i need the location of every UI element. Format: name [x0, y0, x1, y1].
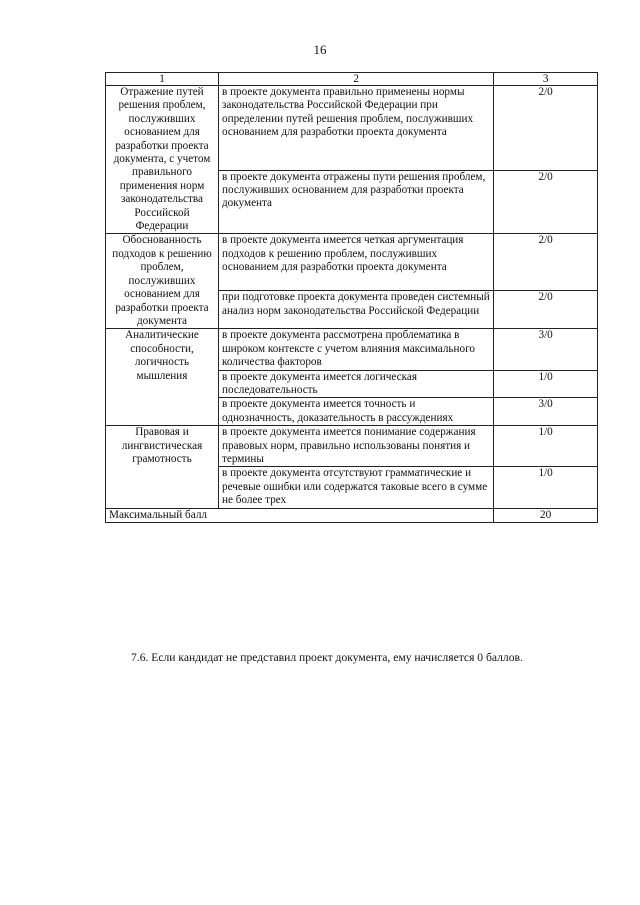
indicator-text: в проекте документа имеется четкая аргументация подходов к решению проблем, послуживших основанием для разработки проекта документа — [218, 234, 493, 291]
indicator-text: в проекте документа имеется точность и однозначность, доказательность в рассуждениях — [218, 398, 493, 426]
criterion-name: Правовая и лингвистическая грамотность — [106, 426, 219, 508]
paragraph-7-6 — [105, 650, 599, 666]
indicator-score: 2/0 — [494, 170, 598, 234]
max-score-value: 20 — [494, 508, 598, 522]
table-row — [106, 329, 598, 370]
indicator-text: в проекте документа отражены пути решения проблем, послуживших основанием для разработки проекта документа — [218, 170, 493, 234]
paragraph-7-6-text: 7.6. Если кандидат не представил проект документа, ему начисляется 0 баллов. — [131, 651, 523, 664]
indicator-text: в проекте документа рассмотрена проблематика в широком контексте с учетом влияния максимального количества факторов — [218, 329, 493, 370]
table-header-row — [106, 73, 598, 86]
indicator-text: в проекте документа отсутствуют грамматические и речевые ошибки или содержатся таковые всего в сумме не более трех — [218, 467, 493, 508]
table-row — [106, 234, 598, 291]
indicator-score: 3/0 — [494, 329, 598, 370]
indicator-score: 3/0 — [494, 398, 598, 426]
header-col-3: 3 — [494, 73, 598, 86]
indicator-score: 1/0 — [494, 426, 598, 467]
indicator-text: в проекте документа имеется понимание содержания правовых норм, правильно использованы понятия и термины — [218, 426, 493, 467]
criterion-name: Обоснованность подходов к решению проблем, послуживших основанием для разработки проекта документа — [106, 234, 219, 329]
criterion-name: Отражение путей решения проблем, послуживших основанием для разработки проекта документа, с учетом правильного применения норм законодательства Российской Федерации — [106, 86, 219, 234]
indicator-text: при подготовке проекта документа проведен системный анализ норм законодательства Российской Федерации — [218, 291, 493, 329]
indicator-score: 2/0 — [494, 86, 598, 171]
indicator-score: 2/0 — [494, 234, 598, 291]
max-score-label: Максимальный балл — [106, 508, 494, 522]
max-score-row — [106, 508, 598, 522]
evaluation-criteria-table — [105, 72, 598, 523]
header-col-1: 1 — [106, 73, 219, 86]
indicator-score: 1/0 — [494, 467, 598, 508]
table-row — [106, 86, 598, 171]
indicator-text: в проекте документа имеется логическая последовательность — [218, 370, 493, 398]
table-row — [106, 426, 598, 467]
page-number: 16 — [313, 42, 327, 57]
indicator-text: в проекте документа правильно применены нормы законодательства Российской Федерации при определении путей решения проблем, послуживших основанием для разработки проекта документа — [218, 86, 493, 171]
criterion-name: Аналитические способности, логичность мышления — [106, 329, 219, 426]
indicator-score: 1/0 — [494, 370, 598, 398]
indicator-score: 2/0 — [494, 291, 598, 329]
header-col-2: 2 — [218, 73, 493, 86]
